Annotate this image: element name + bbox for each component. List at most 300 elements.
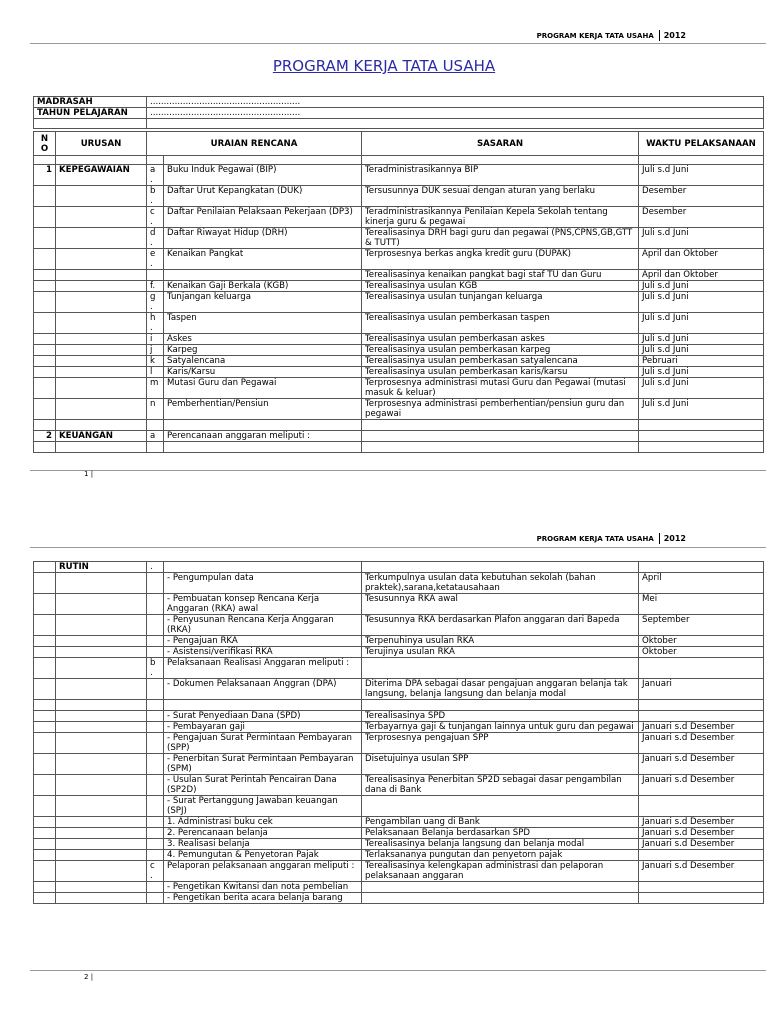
row-letter: [147, 594, 164, 615]
table-row: [34, 165, 764, 186]
table-row: [34, 636, 764, 647]
row-no: [34, 817, 56, 828]
table-row: [34, 679, 764, 700]
program-table-page-2: [33, 561, 764, 904]
row-letter: [147, 700, 164, 711]
row-letter: [147, 839, 164, 850]
row-urusan: [56, 700, 147, 711]
row-urusan: [56, 378, 147, 399]
row-letter: [147, 796, 164, 817]
running-header-year: 2012: [659, 533, 690, 544]
row-uraian: Karpeg: [164, 345, 362, 356]
row-uraian: - Dokumen Pelaksanaan Anggran (DPA): [164, 679, 362, 700]
row-no: [34, 573, 56, 594]
row-letter: [147, 893, 164, 904]
row-sasaran: Terkumpulnya usulan data kebutuhan sekolah (bahan praktek),sarana,ketatausahaan: [362, 573, 639, 594]
row-urusan: [56, 733, 147, 754]
row-letter: d .: [147, 228, 164, 249]
row-sasaran: Disetujuinya usulan SPP: [362, 754, 639, 775]
row-urusan: [56, 754, 147, 775]
row-sasaran: Tersusunnya DUK sesuai dengan aturan yang berlaku: [362, 186, 639, 207]
page-number: 2 |: [84, 973, 94, 981]
row-uraian: [164, 700, 362, 711]
row-urusan: [56, 615, 147, 636]
row-uraian: Pelaksanaan Realisasi Anggaran meliputi :: [164, 658, 362, 679]
table-header-row: [34, 132, 764, 156]
row-waktu: [639, 562, 764, 573]
row-urusan: [56, 893, 147, 904]
page-number: 1 |: [84, 470, 94, 478]
row-no: [34, 711, 56, 722]
row-no: [34, 636, 56, 647]
table-row: [34, 850, 764, 861]
col-waktu-header: WAKTU PELAKSANAAN: [639, 132, 764, 156]
row-urusan: RUTIN: [56, 562, 147, 573]
row-sasaran: Terpenuhinya usulan RKA: [362, 636, 639, 647]
table-row: [34, 313, 764, 334]
row-uraian: - Surat Penyediaan Dana (SPD): [164, 711, 362, 722]
row-urusan: [56, 345, 147, 356]
row-urusan: [56, 658, 147, 679]
table-row: [34, 882, 764, 893]
row-waktu: Desember: [639, 207, 764, 228]
table-row: [34, 754, 764, 775]
row-urusan: KEUANGAN: [56, 431, 147, 442]
row-uraian: 4. Pemungutan & Penyetoran Pajak: [164, 850, 362, 861]
row-letter: [147, 722, 164, 733]
table-row: [34, 207, 764, 228]
row-no: [34, 420, 56, 431]
row-letter: e .: [147, 249, 164, 270]
row-urusan: [56, 334, 147, 345]
row-waktu: September: [639, 615, 764, 636]
row-waktu: Juli s.d Juni: [639, 378, 764, 399]
row-uraian: Buku Induk Pegawai (BIP): [164, 165, 362, 186]
table-row: [34, 722, 764, 733]
row-letter: [147, 775, 164, 796]
row-waktu: Juli s.d Juni: [639, 334, 764, 345]
row-no: [34, 700, 56, 711]
row-sasaran: Terealisasinya usulan pemberkasan satyalencana: [362, 356, 639, 367]
row-waktu: Juli s.d Juni: [639, 228, 764, 249]
row-waktu: Oktober: [639, 636, 764, 647]
row-waktu: Pebruari: [639, 356, 764, 367]
row-no: [34, 399, 56, 420]
row-waktu: [639, 711, 764, 722]
row-letter: [147, 442, 164, 453]
row-no: [34, 249, 56, 270]
row-sasaran: [362, 442, 639, 453]
row-uraian: Kenaikan Gaji Berkala (KGB): [164, 281, 362, 292]
row-uraian: Tunjangan keluarga: [164, 292, 362, 313]
row-letter: [147, 882, 164, 893]
row-waktu: Januari s.d Desember: [639, 733, 764, 754]
row-waktu: [639, 420, 764, 431]
row-letter: k: [147, 356, 164, 367]
table-row: [34, 292, 764, 313]
row-sasaran: Pelaksanaan Belanja berdasarkan SPD: [362, 828, 639, 839]
meta-table: [33, 96, 764, 129]
row-sasaran: [362, 796, 639, 817]
row-uraian: Askes: [164, 334, 362, 345]
row-sasaran: Tesusunnya RKA awal: [362, 594, 639, 615]
row-letter: a .: [147, 165, 164, 186]
row-urusan: [56, 839, 147, 850]
row-waktu: [639, 882, 764, 893]
meta-label: TAHUN PELAJARAN: [34, 108, 147, 119]
row-waktu: Januari s.d Desember: [639, 828, 764, 839]
table-row: [34, 334, 764, 345]
row-urusan: [56, 636, 147, 647]
col-no-header: N O: [34, 132, 56, 156]
row-uraian: Daftar Urut Kepangkatan (DUK): [164, 186, 362, 207]
row-waktu: Juli s.d Juni: [639, 345, 764, 356]
table-row: [34, 733, 764, 754]
row-no: [34, 562, 56, 573]
row-no: [34, 356, 56, 367]
row-uraian: Pemberhentian/Pensiun: [164, 399, 362, 420]
row-letter: b .: [147, 186, 164, 207]
row-urusan: [56, 722, 147, 733]
meta-label: MADRASAH: [34, 97, 147, 108]
row-no: [34, 207, 56, 228]
row-uraian: - Pembayaran gaji: [164, 722, 362, 733]
row-sasaran: [362, 658, 639, 679]
row-sasaran: Diterima DPA sebagai dasar pengajuan anggaran belanja tak langsung, belanja langsung dan belanja modal: [362, 679, 639, 700]
row-urusan: [56, 796, 147, 817]
row-no: [34, 281, 56, 292]
row-uraian: Daftar Riwayat Hidup (DRH): [164, 228, 362, 249]
row-sasaran: Teradministrasikannya BIP: [362, 165, 639, 186]
row-no: [34, 270, 56, 281]
row-urusan: [56, 228, 147, 249]
row-urusan: [56, 817, 147, 828]
row-waktu: Juli s.d Juni: [639, 281, 764, 292]
row-waktu: Juli s.d Juni: [639, 313, 764, 334]
table-row: [34, 828, 764, 839]
row-letter: [147, 420, 164, 431]
header-rule: [30, 547, 766, 548]
footer-rule: [30, 970, 766, 971]
row-sasaran: Terealisasinya usulan tunjangan keluarga: [362, 292, 639, 313]
row-waktu: Juli s.d Juni: [639, 399, 764, 420]
row-no: [34, 733, 56, 754]
row-urusan: [56, 313, 147, 334]
row-letter: a: [147, 431, 164, 442]
row-no: [34, 647, 56, 658]
row-uraian: 3. Realisasi belanja: [164, 839, 362, 850]
document-title: PROGRAM KERJA TATA USAHA: [272, 57, 496, 75]
row-urusan: [56, 828, 147, 839]
row-no: [34, 882, 56, 893]
row-no: [34, 378, 56, 399]
row-no: [34, 796, 56, 817]
row-sasaran: Terealisasinya usulan pemberkasan taspen: [362, 313, 639, 334]
row-urusan: [56, 594, 147, 615]
row-waktu: Januari s.d Desember: [639, 817, 764, 828]
table-row: [34, 431, 764, 442]
table-row: [34, 658, 764, 679]
row-uraian: [164, 420, 362, 431]
row-letter: c .: [147, 861, 164, 882]
row-sasaran: Teradministrasikannya Penilaian Kepela Sekolah tentang kinerja guru & pegawai: [362, 207, 639, 228]
row-uraian: - Surat Pertanggung Jawaban keuangan (SPJ): [164, 796, 362, 817]
row-no: [34, 345, 56, 356]
row-no: [34, 292, 56, 313]
row-sasaran: Terealisasinya kelengkapan administrasi dan pelaporan pelaksanaan anggaran: [362, 861, 639, 882]
row-sasaran: [362, 882, 639, 893]
row-uraian: Taspen: [164, 313, 362, 334]
table-row: [34, 615, 764, 636]
row-waktu: Juli s.d Juni: [639, 292, 764, 313]
table-row: [34, 817, 764, 828]
row-urusan: [56, 679, 147, 700]
row-sasaran: Pengambilan uang di Bank: [362, 817, 639, 828]
row-sasaran: Terealisasinya kenaikan pangkat bagi staf TU dan Guru: [362, 270, 639, 281]
table-row: [34, 861, 764, 882]
row-sasaran: Terealisasinya DRH bagi guru dan pegawai (PNS,CPNS,GB,GTT & TUTT): [362, 228, 639, 249]
row-no: [34, 442, 56, 453]
row-no: [34, 722, 56, 733]
row-letter: f.: [147, 281, 164, 292]
row-uraian: - Asistensi/verifikasi RKA: [164, 647, 362, 658]
table-row: [34, 356, 764, 367]
running-header-year: 2012: [659, 30, 690, 41]
row-letter: m: [147, 378, 164, 399]
row-uraian: - Pengetikan berita acara belanja barang: [164, 893, 362, 904]
row-urusan: KEPEGAWAIAN: [56, 165, 147, 186]
row-no: 2: [34, 431, 56, 442]
row-sasaran: Terealisasinya Penerbitan SP2D sebagai dasar pengambilan dana di Bank: [362, 775, 639, 796]
row-sasaran: [362, 700, 639, 711]
row-letter: [147, 828, 164, 839]
meta-value: .......................................................: [147, 108, 764, 119]
table-row: [34, 647, 764, 658]
row-sasaran: Terprosesnya administrasi mutasi Guru dan Pegawai (mutasi masuk & keluar): [362, 378, 639, 399]
table-row: [34, 186, 764, 207]
table-row: [34, 442, 764, 453]
row-waktu: Januari s.d Desember: [639, 839, 764, 850]
col-sasaran-header: SASARAN: [362, 132, 639, 156]
row-uraian: [164, 270, 362, 281]
row-letter: [147, 679, 164, 700]
header-rule: [30, 43, 766, 44]
row-no: [34, 828, 56, 839]
table-row: [34, 281, 764, 292]
row-uraian: Mutasi Guru dan Pegawai: [164, 378, 362, 399]
running-header-title: PROGRAM KERJA TATA USAHA: [536, 534, 654, 543]
row-sasaran: Terprosesnya administrasi pemberhentian/pensiun guru dan pegawai: [362, 399, 639, 420]
row-waktu: [639, 658, 764, 679]
table-row: [34, 378, 764, 399]
table-row: [34, 796, 764, 817]
row-waktu: Juli s.d Juni: [639, 367, 764, 378]
row-waktu: [639, 796, 764, 817]
row-uraian: [164, 442, 362, 453]
row-waktu: Juli s.d Juni: [639, 165, 764, 186]
row-uraian: - Pengumpulan data: [164, 573, 362, 594]
row-letter: [147, 733, 164, 754]
row-waktu: Januari: [639, 679, 764, 700]
row-uraian: 2. Perencanaan belanja: [164, 828, 362, 839]
meta-row: [34, 108, 764, 119]
row-sasaran: Terealisasinya usulan pemberkasan karis/karsu: [362, 367, 639, 378]
row-urusan: [56, 207, 147, 228]
running-header: [537, 30, 690, 41]
row-urusan: [56, 270, 147, 281]
row-waktu: Januari s.d Desember: [639, 775, 764, 796]
row-waktu: Januari s.d Desember: [639, 861, 764, 882]
row-sasaran: Terprosesnya pengajuan SPP: [362, 733, 639, 754]
row-letter: c .: [147, 207, 164, 228]
row-urusan: [56, 882, 147, 893]
row-uraian: Daftar Penilaian Pelaksaan Pekerjaan (DP3): [164, 207, 362, 228]
row-uraian: 1. Administrasi buku cek: [164, 817, 362, 828]
row-letter: [147, 270, 164, 281]
row-no: [34, 313, 56, 334]
row-no: [34, 861, 56, 882]
table-row: [34, 700, 764, 711]
table-row: [34, 839, 764, 850]
table-row: [34, 345, 764, 356]
row-letter: i: [147, 334, 164, 345]
row-waktu: [639, 893, 764, 904]
row-uraian: - Pengajuan Surat Permintaan Pembayaran (SPP): [164, 733, 362, 754]
row-sasaran: [362, 562, 639, 573]
col-uraian-header: URAIAN RENCANA: [147, 132, 362, 156]
row-sasaran: [362, 431, 639, 442]
table-row: [34, 399, 764, 420]
row-sasaran: Terprosesnya berkas angka kredit guru (DUPAK): [362, 249, 639, 270]
row-urusan: [56, 420, 147, 431]
row-no: [34, 850, 56, 861]
row-uraian: Satyalencana: [164, 356, 362, 367]
row-sasaran: Terujinya usulan RKA: [362, 647, 639, 658]
table-row: [34, 562, 764, 573]
row-waktu: [639, 442, 764, 453]
row-letter: [147, 636, 164, 647]
row-urusan: [56, 861, 147, 882]
row-uraian: - Pembuatan konsep Rencana Kerja Anggaran (RKA) awal: [164, 594, 362, 615]
row-letter: b .: [147, 658, 164, 679]
row-urusan: [56, 186, 147, 207]
row-sasaran: [362, 420, 639, 431]
row-urusan: [56, 399, 147, 420]
row-no: [34, 186, 56, 207]
row-uraian: Pelaporan pelaksanaan anggaran meliputi :: [164, 861, 362, 882]
table-row: [34, 573, 764, 594]
row-sasaran: Tesusunnya RKA berdasarkan Plafon anggaran dari Bapeda: [362, 615, 639, 636]
row-no: [34, 893, 56, 904]
running-header-title: PROGRAM KERJA TATA USAHA: [536, 31, 654, 40]
row-letter: [147, 615, 164, 636]
meta-value: .......................................................: [147, 97, 764, 108]
row-urusan: [56, 292, 147, 313]
row-letter: h .: [147, 313, 164, 334]
table-row: [34, 249, 764, 270]
row-no: [34, 754, 56, 775]
table-row: [34, 893, 764, 904]
running-header: [537, 533, 690, 544]
row-waktu: April dan Oktober: [639, 270, 764, 281]
row-urusan: [56, 442, 147, 453]
row-uraian: - Penerbitan Surat Permintaan Pembayaran (SPM): [164, 754, 362, 775]
row-no: [34, 658, 56, 679]
row-waktu: Mei: [639, 594, 764, 615]
row-letter: [147, 817, 164, 828]
row-sasaran: Terealisasinya usulan KGB: [362, 281, 639, 292]
row-no: [34, 615, 56, 636]
row-no: 1: [34, 165, 56, 186]
row-letter: [147, 711, 164, 722]
footer-rule: [30, 470, 766, 471]
row-uraian: Karis/Karsu: [164, 367, 362, 378]
row-sasaran: Terealisasinya usulan pemberkasan karpeg: [362, 345, 639, 356]
row-waktu: [639, 431, 764, 442]
table-row: [34, 270, 764, 281]
row-letter: g .: [147, 292, 164, 313]
table-row: [34, 367, 764, 378]
row-letter: .: [147, 562, 164, 573]
row-urusan: [56, 711, 147, 722]
row-uraian: - Pengajuan RKA: [164, 636, 362, 647]
row-waktu: Desember: [639, 186, 764, 207]
row-uraian: - Usulan Surat Perintah Pencairan Dana (SP2D): [164, 775, 362, 796]
row-urusan: [56, 281, 147, 292]
row-sasaran: [362, 893, 639, 904]
row-urusan: [56, 367, 147, 378]
col-urusan-header: URUSAN: [56, 132, 147, 156]
row-letter: [147, 754, 164, 775]
row-uraian: Perencanaan anggaran meliputi :: [164, 431, 362, 442]
row-sasaran: Terlaksananya pungutan dan penyetorn pajak: [362, 850, 639, 861]
row-letter: n: [147, 399, 164, 420]
row-urusan: [56, 850, 147, 861]
row-waktu: Januari s.d Desember: [639, 722, 764, 733]
meta-row: [34, 97, 764, 108]
table-row: [34, 775, 764, 796]
row-letter: [147, 573, 164, 594]
row-sasaran: Terealisasinya usulan pemberkasan askes: [362, 334, 639, 345]
row-letter: [147, 647, 164, 658]
table-row: [34, 420, 764, 431]
row-uraian: - Penyusunan Rencana Kerja Anggaran (RKA): [164, 615, 362, 636]
table-row: [34, 711, 764, 722]
row-sasaran: Terealisasinya belanja langsung dan belanja modal: [362, 839, 639, 850]
row-urusan: [56, 775, 147, 796]
row-no: [34, 775, 56, 796]
row-letter: [147, 850, 164, 861]
row-urusan: [56, 573, 147, 594]
row-no: [34, 334, 56, 345]
row-no: [34, 367, 56, 378]
row-uraian: [164, 562, 362, 573]
row-urusan: [56, 249, 147, 270]
row-uraian: Kenaikan Pangkat: [164, 249, 362, 270]
row-waktu: [639, 700, 764, 711]
table-row: [34, 594, 764, 615]
row-no: [34, 228, 56, 249]
row-urusan: [56, 356, 147, 367]
row-waktu: Januari s.d Desember: [639, 754, 764, 775]
row-letter: l: [147, 367, 164, 378]
row-sasaran: Terealisasinya SPD: [362, 711, 639, 722]
program-table-page-1: [33, 131, 764, 453]
row-urusan: [56, 647, 147, 658]
row-no: [34, 594, 56, 615]
row-waktu: Oktober: [639, 647, 764, 658]
row-sasaran: Terbayarnya gaji & tunjangan lainnya untuk guru dan pegawai: [362, 722, 639, 733]
